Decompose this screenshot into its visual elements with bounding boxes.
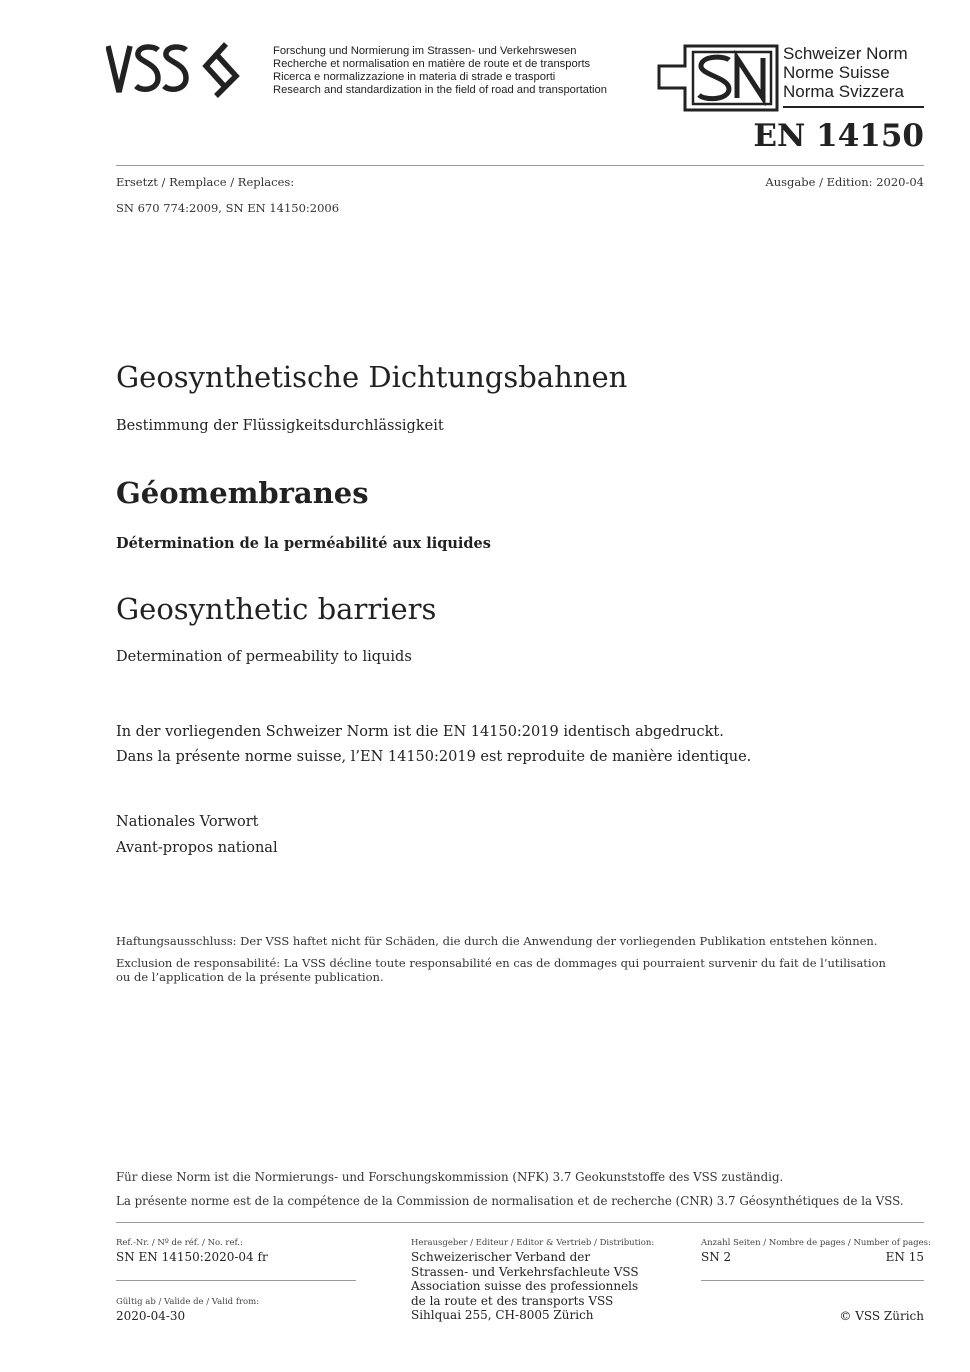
title-en: Geosynthetic barriers <box>116 592 437 626</box>
foreword-de: Nationales Vorwort <box>116 814 259 830</box>
footer-ref-rule <box>116 1280 356 1281</box>
title-de: Geosynthetische Dichtungsbahnen <box>116 360 628 394</box>
copyright: © VSS Zürich <box>839 1309 924 1323</box>
title-fr: Géomembranes <box>116 476 369 510</box>
disclaimer-fr-line2: ou de l’application de la présente publication. <box>116 970 384 984</box>
sn-underline <box>783 106 924 108</box>
statement-de: In der vorliegenden Schweizer Norm ist die EN 14150:2019 identisch abgedruckt. <box>116 724 724 740</box>
publisher-line: Schweizerischer Verband der <box>411 1250 591 1264</box>
publisher-line: Association suisse des professionnels <box>411 1279 639 1293</box>
committee-fr: La présente norme est de la compétence de la Commission de normalisation et de recherche (CNR) 3.7 Géosynthétiques de la VSS. <box>116 1194 904 1208</box>
foreword-fr: Avant-propos national <box>116 840 278 856</box>
footer-rule <box>116 1222 924 1223</box>
vss-tagline-fr: Recherche et normalisation en matière de route et de transports <box>273 58 591 70</box>
ref-value: SN EN 14150:2020-04 fr <box>116 1250 268 1264</box>
vss-tagline-en: Research and standardization in the field of road and transportation <box>273 84 607 96</box>
pages-sn: SN 2 <box>701 1250 732 1264</box>
vss-tagline-de: Forschung und Normierung im Strassen- und Verkehrswesen <box>273 45 577 57</box>
pages-en: EN 15 <box>885 1250 924 1264</box>
vss-logo <box>106 40 266 100</box>
swiss-cross-sn-mark <box>657 44 781 112</box>
sn-names <box>783 44 908 101</box>
publisher-line: Strassen- und Verkehrsfachleute VSS <box>411 1264 639 1279</box>
vss-logo-mark <box>106 40 266 100</box>
subtitle-fr: Détermination de la perméabilité aux liquides <box>116 535 491 552</box>
valid-label: Gültig ab / Valide de / Valid from: <box>116 1297 260 1307</box>
disclaimer-fr-line1: Exclusion de responsabilité: La VSS décline toute responsabilité en cas de dommages qui pourraient survenir du fait de l’utilisation <box>116 956 886 970</box>
publisher-address <box>411 1250 639 1323</box>
sn-logo <box>657 44 781 112</box>
ref-label: Ref.-Nr. / Nº de réf. / No. ref.: <box>116 1238 243 1248</box>
publisher-label: Herausgeber / Editeur / Editor & Vertrieb / Distribution: <box>411 1238 655 1248</box>
footer-pages-rule <box>701 1280 924 1281</box>
subtitle-en: Determination of permeability to liquids <box>116 649 412 665</box>
pages-label: Anzahl Seiten / Nombre de pages / Number of pages: <box>701 1238 931 1248</box>
replaces-label: Ersetzt / Remplace / Replaces: <box>116 175 295 189</box>
committee-de: Für diese Norm ist die Normierungs- und Forschungskommission (NFK) 3.7 Geokunststoffe des VSS zuständig. <box>116 1170 784 1184</box>
subtitle-de: Bestimmung der Flüssigkeitsdurchlässigkeit <box>116 418 444 434</box>
sn-name-fr: Norme Suisse <box>783 63 890 82</box>
vss-tagline-it: Ricerca e normalizzazione in materia di strade e trasporti <box>273 71 556 83</box>
publisher-line: de la route et des transports VSS <box>411 1293 614 1308</box>
sn-name-it: Norma Svizzera <box>783 82 904 101</box>
statement-fr: Dans la présente norme suisse, l’EN 14150:2019 est reproduite de manière identique. <box>116 749 752 765</box>
replaces-value: SN 670 774:2009, SN EN 14150:2006 <box>116 201 340 215</box>
valid-value: 2020-04-30 <box>116 1309 186 1323</box>
header-rule <box>116 165 924 166</box>
sn-name-de: Schweizer Norm <box>783 44 908 63</box>
vss-tagline <box>273 45 607 97</box>
edition: Ausgabe / Edition: 2020-04 <box>765 175 924 189</box>
standard-number: EN 14150 <box>753 118 924 154</box>
disclaimer-de: Haftungsausschluss: Der VSS haftet nicht für Schäden, die durch die Anwendung der vorliegenden Publikation entstehen können. <box>116 934 878 948</box>
publisher-line: Sihlquai 255, CH-8005 Zürich <box>411 1308 594 1322</box>
